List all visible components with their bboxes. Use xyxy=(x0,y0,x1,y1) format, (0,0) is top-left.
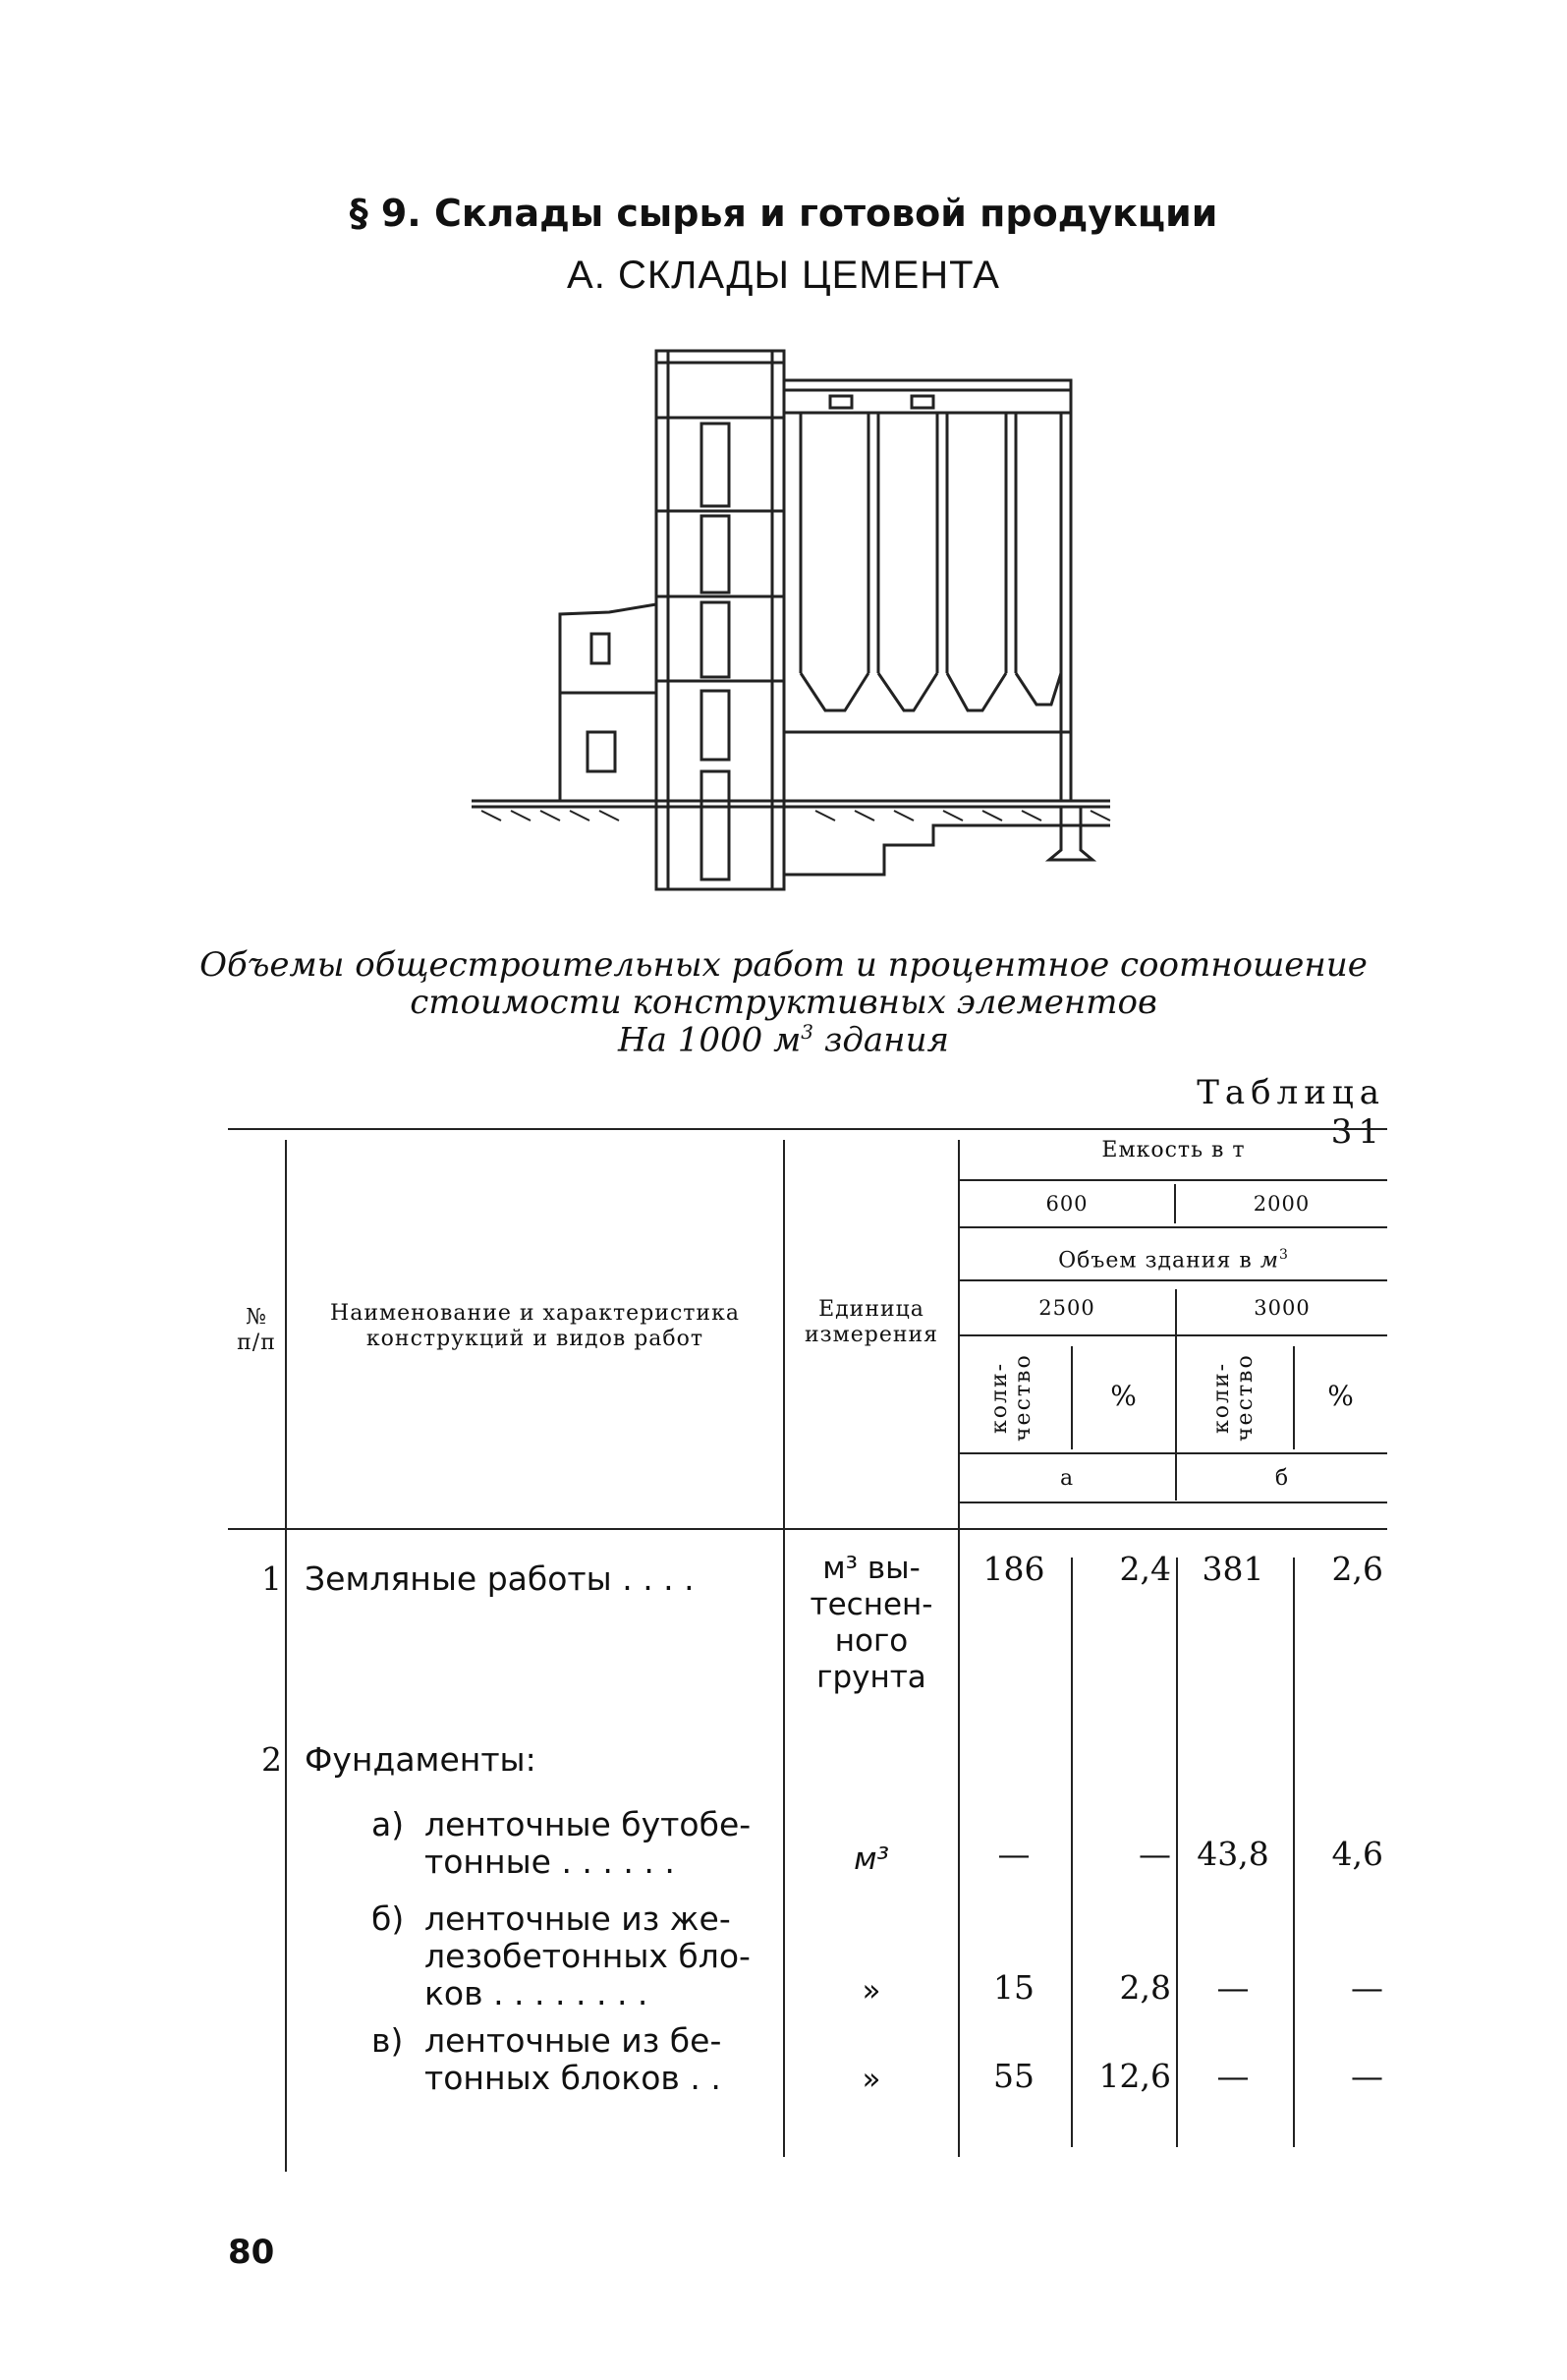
row-name-line-1: ленточные бутобе- xyxy=(424,1805,752,1843)
row-unit-line-3: ного xyxy=(834,1623,909,1659)
row-unit: » xyxy=(862,1973,881,2009)
row-unit xyxy=(785,1551,958,1696)
row-num: 1 xyxy=(261,1559,282,1598)
cell-b-pct: 2,6 xyxy=(1331,1550,1383,1588)
header-pct-a: % xyxy=(1110,1380,1138,1412)
row-leader: . . . . xyxy=(622,1559,695,1598)
header-name-line-2: конструкций и видов работ xyxy=(365,1327,704,1351)
header-unit xyxy=(785,1297,958,1348)
cell-b-qty: 43,8 xyxy=(1197,1835,1269,1873)
cell-a-pct: — xyxy=(1139,1835,1171,1873)
header-volume-sup: 3 xyxy=(1278,1247,1289,1263)
row-name-text: Земляные работы xyxy=(305,1559,612,1598)
header-vol-3000: 3000 xyxy=(1254,1296,1311,1320)
row-name: Фундаменты: xyxy=(305,1740,536,1779)
row-leader: . . xyxy=(690,2059,721,2097)
cell-b-qty: — xyxy=(1216,1968,1250,2007)
subsection-title: А. СКЛАДЫ ЦЕМЕНТА xyxy=(567,254,1000,297)
cell-a-pct: 2,4 xyxy=(1119,1550,1171,1588)
header-vol-2500: 2500 xyxy=(1038,1296,1095,1320)
header-capacity: Емкость в т xyxy=(1101,1138,1246,1162)
row-label: б) xyxy=(371,1899,405,1938)
section-title: § 9. Склады сырья и готовой продукции xyxy=(349,192,1218,235)
header-volume xyxy=(960,1242,1387,1274)
cell-a-qty: 15 xyxy=(993,1968,1035,2007)
cell-a-pct: 2,8 xyxy=(1119,1968,1171,2007)
header-qty-b-line-1: коли- xyxy=(1209,1361,1234,1434)
row-name xyxy=(424,1900,783,2012)
row-name-line-1: ленточные из бе- xyxy=(424,2021,722,2060)
page-number: 80 xyxy=(228,2233,275,2272)
caption-line-3-prefix: На 1000 xyxy=(618,1020,774,1060)
row-name xyxy=(424,2022,783,2097)
row-num: 2 xyxy=(261,1740,282,1779)
caption-line-1: Объемы общестроительных работ и процентное соотношение xyxy=(199,945,1368,985)
row-unit: » xyxy=(862,2062,881,2097)
row-unit-line-4: грунта xyxy=(816,1660,926,1695)
row-name-line-3-text: ков xyxy=(424,1974,483,2012)
table-number: Таблица 31 xyxy=(1197,1073,1385,1152)
header-num-line-1: № xyxy=(246,1305,267,1330)
cell-b-pct: — xyxy=(1351,1968,1383,2007)
header-cap-600: 600 xyxy=(1045,1192,1089,1216)
header-qty-a-line-1: коли- xyxy=(987,1361,1012,1434)
header-num xyxy=(228,1305,285,1356)
row-name-line-1: ленточные из же- xyxy=(424,1899,731,1938)
caption-line-3-unit: м xyxy=(773,1020,802,1060)
header-pct-b: % xyxy=(1327,1380,1355,1412)
header-qty-b xyxy=(1210,1344,1259,1450)
header-cap-2000: 2000 xyxy=(1253,1192,1311,1216)
caption-line-2: стоимости конструктивных элементов xyxy=(410,983,1157,1022)
cell-a-qty: — xyxy=(997,1835,1031,1873)
row-name-line-2 xyxy=(424,1843,783,1881)
cell-b-pct: 4,6 xyxy=(1331,1835,1383,1873)
header-unit-line-2: измерения xyxy=(804,1323,939,1347)
row-name-line-2-text: тонных блоков xyxy=(424,2059,680,2097)
header-qty-a xyxy=(988,1344,1037,1450)
header-qty-a-line-2: чество xyxy=(1011,1353,1035,1442)
row-label: а) xyxy=(371,1805,405,1843)
header-variant-a: а xyxy=(1059,1466,1075,1491)
caption-line-3-suffix: здания xyxy=(813,1020,949,1060)
header-volume-prefix: Объем здания в xyxy=(1058,1248,1260,1274)
row-name-line-2-text: тонные xyxy=(424,1842,551,1881)
header-name xyxy=(287,1301,783,1352)
header-unit-line-1: Единица xyxy=(818,1297,924,1322)
header-volume-unit: м xyxy=(1259,1248,1279,1274)
header-num-line-2: п/п xyxy=(237,1331,276,1355)
caption-line-3-sup: 3 xyxy=(801,1020,814,1044)
cell-a-qty: 186 xyxy=(982,1550,1045,1588)
row-name-line-2 xyxy=(424,2060,783,2097)
row-unit-line-2: теснен- xyxy=(810,1587,933,1622)
caption-line-3 xyxy=(0,1020,1567,1059)
row-name-line-3 xyxy=(424,1975,783,2012)
row-leader: . . . . . . xyxy=(561,1842,675,1881)
cement-warehouse-section-drawing xyxy=(472,339,1140,929)
header-variant-b: б xyxy=(1274,1466,1290,1491)
cell-b-qty: — xyxy=(1216,2057,1250,2095)
row-name xyxy=(305,1560,781,1598)
cell-a-pct: 12,6 xyxy=(1098,2057,1171,2095)
cell-b-qty: 381 xyxy=(1202,1550,1264,1588)
row-name-line-2: лезобетонных бло- xyxy=(424,1937,751,1975)
row-label: в) xyxy=(371,2021,404,2060)
row-unit: м³ xyxy=(854,1842,889,1877)
header-qty-b-line-2: чество xyxy=(1233,1353,1258,1442)
cell-b-pct: — xyxy=(1351,2057,1383,2095)
header-name-line-1: Наименование и характеристика xyxy=(330,1301,740,1326)
row-name xyxy=(424,1806,783,1881)
row-unit-line-1: м³ вы- xyxy=(822,1551,921,1586)
cell-a-qty: 55 xyxy=(993,2057,1035,2095)
row-leader: . . . . . . . . xyxy=(493,1974,648,2012)
